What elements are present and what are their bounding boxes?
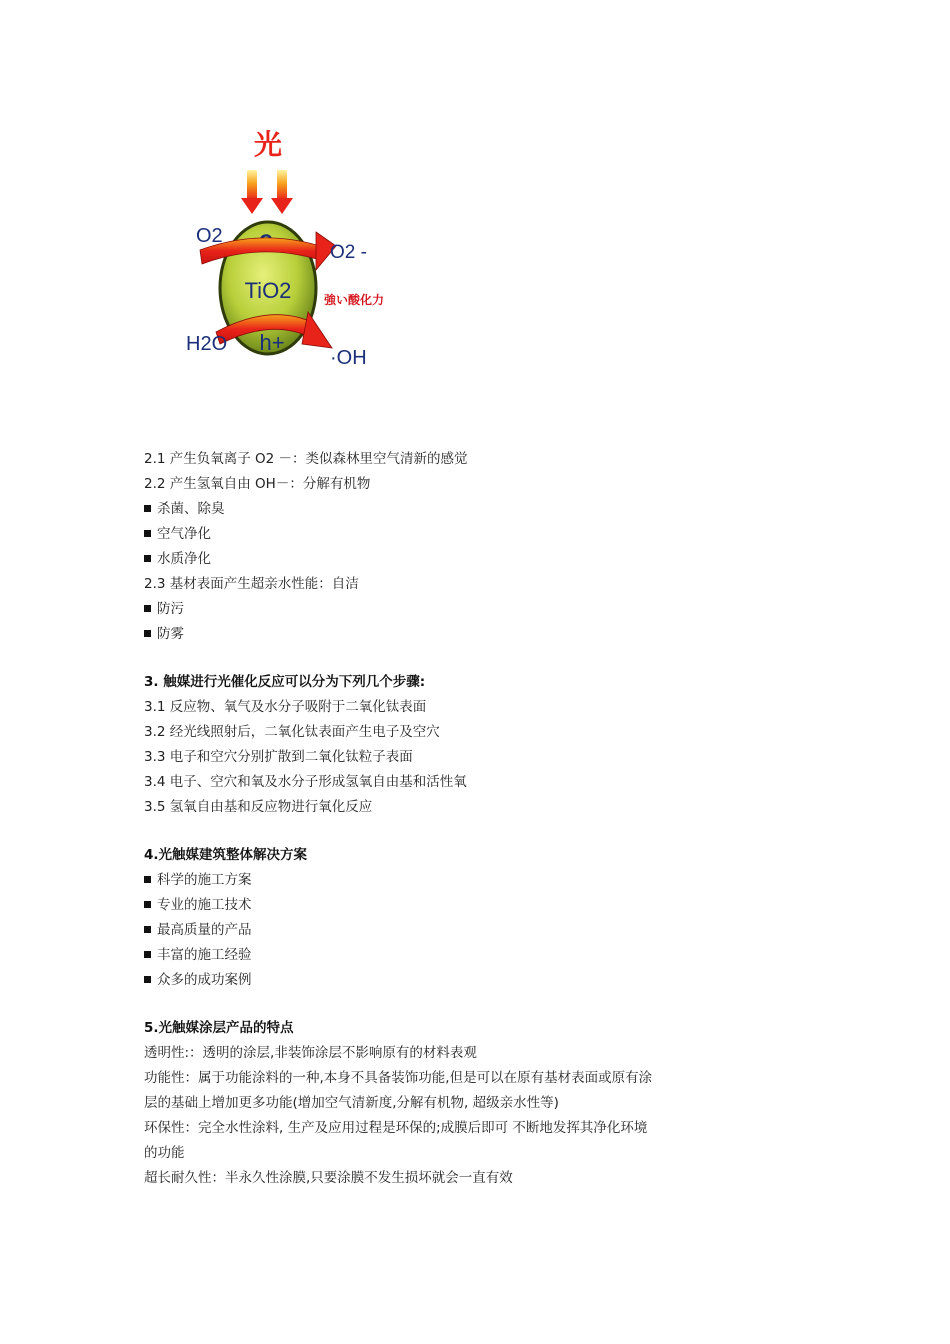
light-label: 光 xyxy=(253,128,283,161)
bullet-text: 众多的成功案例 xyxy=(157,972,252,988)
step-line: 3.5 氢氧自由基和反应物进行氧化反应 xyxy=(144,799,373,815)
step-line: 3.2 经光线照射后，二氧化钛表面产生电子及空穴 xyxy=(144,724,440,740)
bullet-item xyxy=(144,868,704,893)
section-5-heading: 5.光触媒涂层产品的特点 xyxy=(144,1020,294,1036)
bullet-text: 防污 xyxy=(157,601,184,617)
square-bullet-icon xyxy=(144,505,151,512)
feature-line: 环保性：完全水性涂料, 生产及应用过程是环保的;成膜后即可 不断地发挥其净化环境 xyxy=(144,1120,648,1136)
bullet-text: 专业的施工技术 xyxy=(157,897,252,913)
square-bullet-icon xyxy=(144,555,151,562)
reactant-top-label: O2 xyxy=(196,225,223,247)
bullet-item xyxy=(144,893,704,918)
bullet-item xyxy=(144,622,704,647)
bullet-item xyxy=(144,522,704,547)
bullet-text: 水质净化 xyxy=(157,551,211,567)
bullet-text: 丰富的施工经验 xyxy=(157,947,252,963)
bullet-text: 最高质量的产品 xyxy=(157,922,252,938)
step-line: 3.3 电子和空穴分别扩散到二氧化钛粒子表面 xyxy=(144,749,413,765)
feature-line: 透明性:：透明的涂层,非装饰涂层不影响原有的材料表观 xyxy=(144,1045,477,1061)
square-bullet-icon xyxy=(144,605,151,612)
step-line: 3.4 电子、空穴和氧及水分子形成氢氧自由基和活性氧 xyxy=(144,774,467,790)
product-top-label: O2 - xyxy=(330,242,367,263)
document-body xyxy=(144,447,704,1191)
square-bullet-icon xyxy=(144,976,151,983)
square-bullet-icon xyxy=(144,530,151,537)
product-bottom-label: ·OH xyxy=(330,347,367,369)
bullet-text: 杀菌、除臭 xyxy=(157,501,225,517)
section-3-heading: 3. 触媒进行光催化反应可以分为下列几个步骤: xyxy=(144,674,426,690)
section-3 xyxy=(144,670,704,820)
step-line: 3.1 反应物、氧气及水分子吸附于二氧化钛表面 xyxy=(144,699,427,715)
hole-label: h+ xyxy=(259,330,285,355)
feature-line: 的功能 xyxy=(144,1145,185,1161)
line-text: 2.1 产生负氧离子 O2 －：类似森林里空气清新的感觉 xyxy=(144,451,468,467)
bullet-item xyxy=(144,597,704,622)
bullet-item xyxy=(144,968,704,993)
feature-line: 层的基础上增加更多功能(增加空气清新度,分解有机物, 超级亲水性等) xyxy=(144,1095,559,1111)
line-text: 2.3 基材表面产生超亲水性能：自洁 xyxy=(144,576,359,592)
text-line xyxy=(144,447,704,472)
oxidation-label: 強い酸化力 xyxy=(324,293,385,307)
photocatalysis-diagram xyxy=(180,118,395,378)
section-5 xyxy=(144,1016,704,1191)
bullet-item xyxy=(144,497,704,522)
section-4-heading: 4.光触媒建筑整体解决方案 xyxy=(144,847,308,863)
reactant-bottom-label: H2O xyxy=(186,333,228,355)
text-line xyxy=(144,472,704,497)
square-bullet-icon xyxy=(144,926,151,933)
bullet-text: 科学的施工方案 xyxy=(157,872,252,888)
text-line xyxy=(144,572,704,597)
square-bullet-icon xyxy=(144,901,151,908)
square-bullet-icon xyxy=(144,951,151,958)
catalyst-label: TiO2 xyxy=(244,278,292,303)
bullet-item xyxy=(144,547,704,572)
light-arrow-right-icon xyxy=(271,170,293,214)
bullet-item xyxy=(144,943,704,968)
feature-line: 功能性：属于功能涂料的一种,本身不具备装饰功能,但是可以在原有基材表面或原有涂 xyxy=(144,1070,653,1086)
square-bullet-icon xyxy=(144,630,151,637)
section-2 xyxy=(144,447,704,647)
bullet-item xyxy=(144,918,704,943)
section-4 xyxy=(144,843,704,993)
line-text: 2.2 产生氢氧自由 OH－：分解有机物 xyxy=(144,476,371,492)
light-arrow-left-icon xyxy=(241,170,263,214)
bullet-text: 空气净化 xyxy=(157,526,211,542)
bullet-text: 防雾 xyxy=(157,626,184,642)
feature-line: 超长耐久性：半永久性涂膜,只要涂膜不发生损坏就会一直有效 xyxy=(144,1170,513,1186)
square-bullet-icon xyxy=(144,876,151,883)
